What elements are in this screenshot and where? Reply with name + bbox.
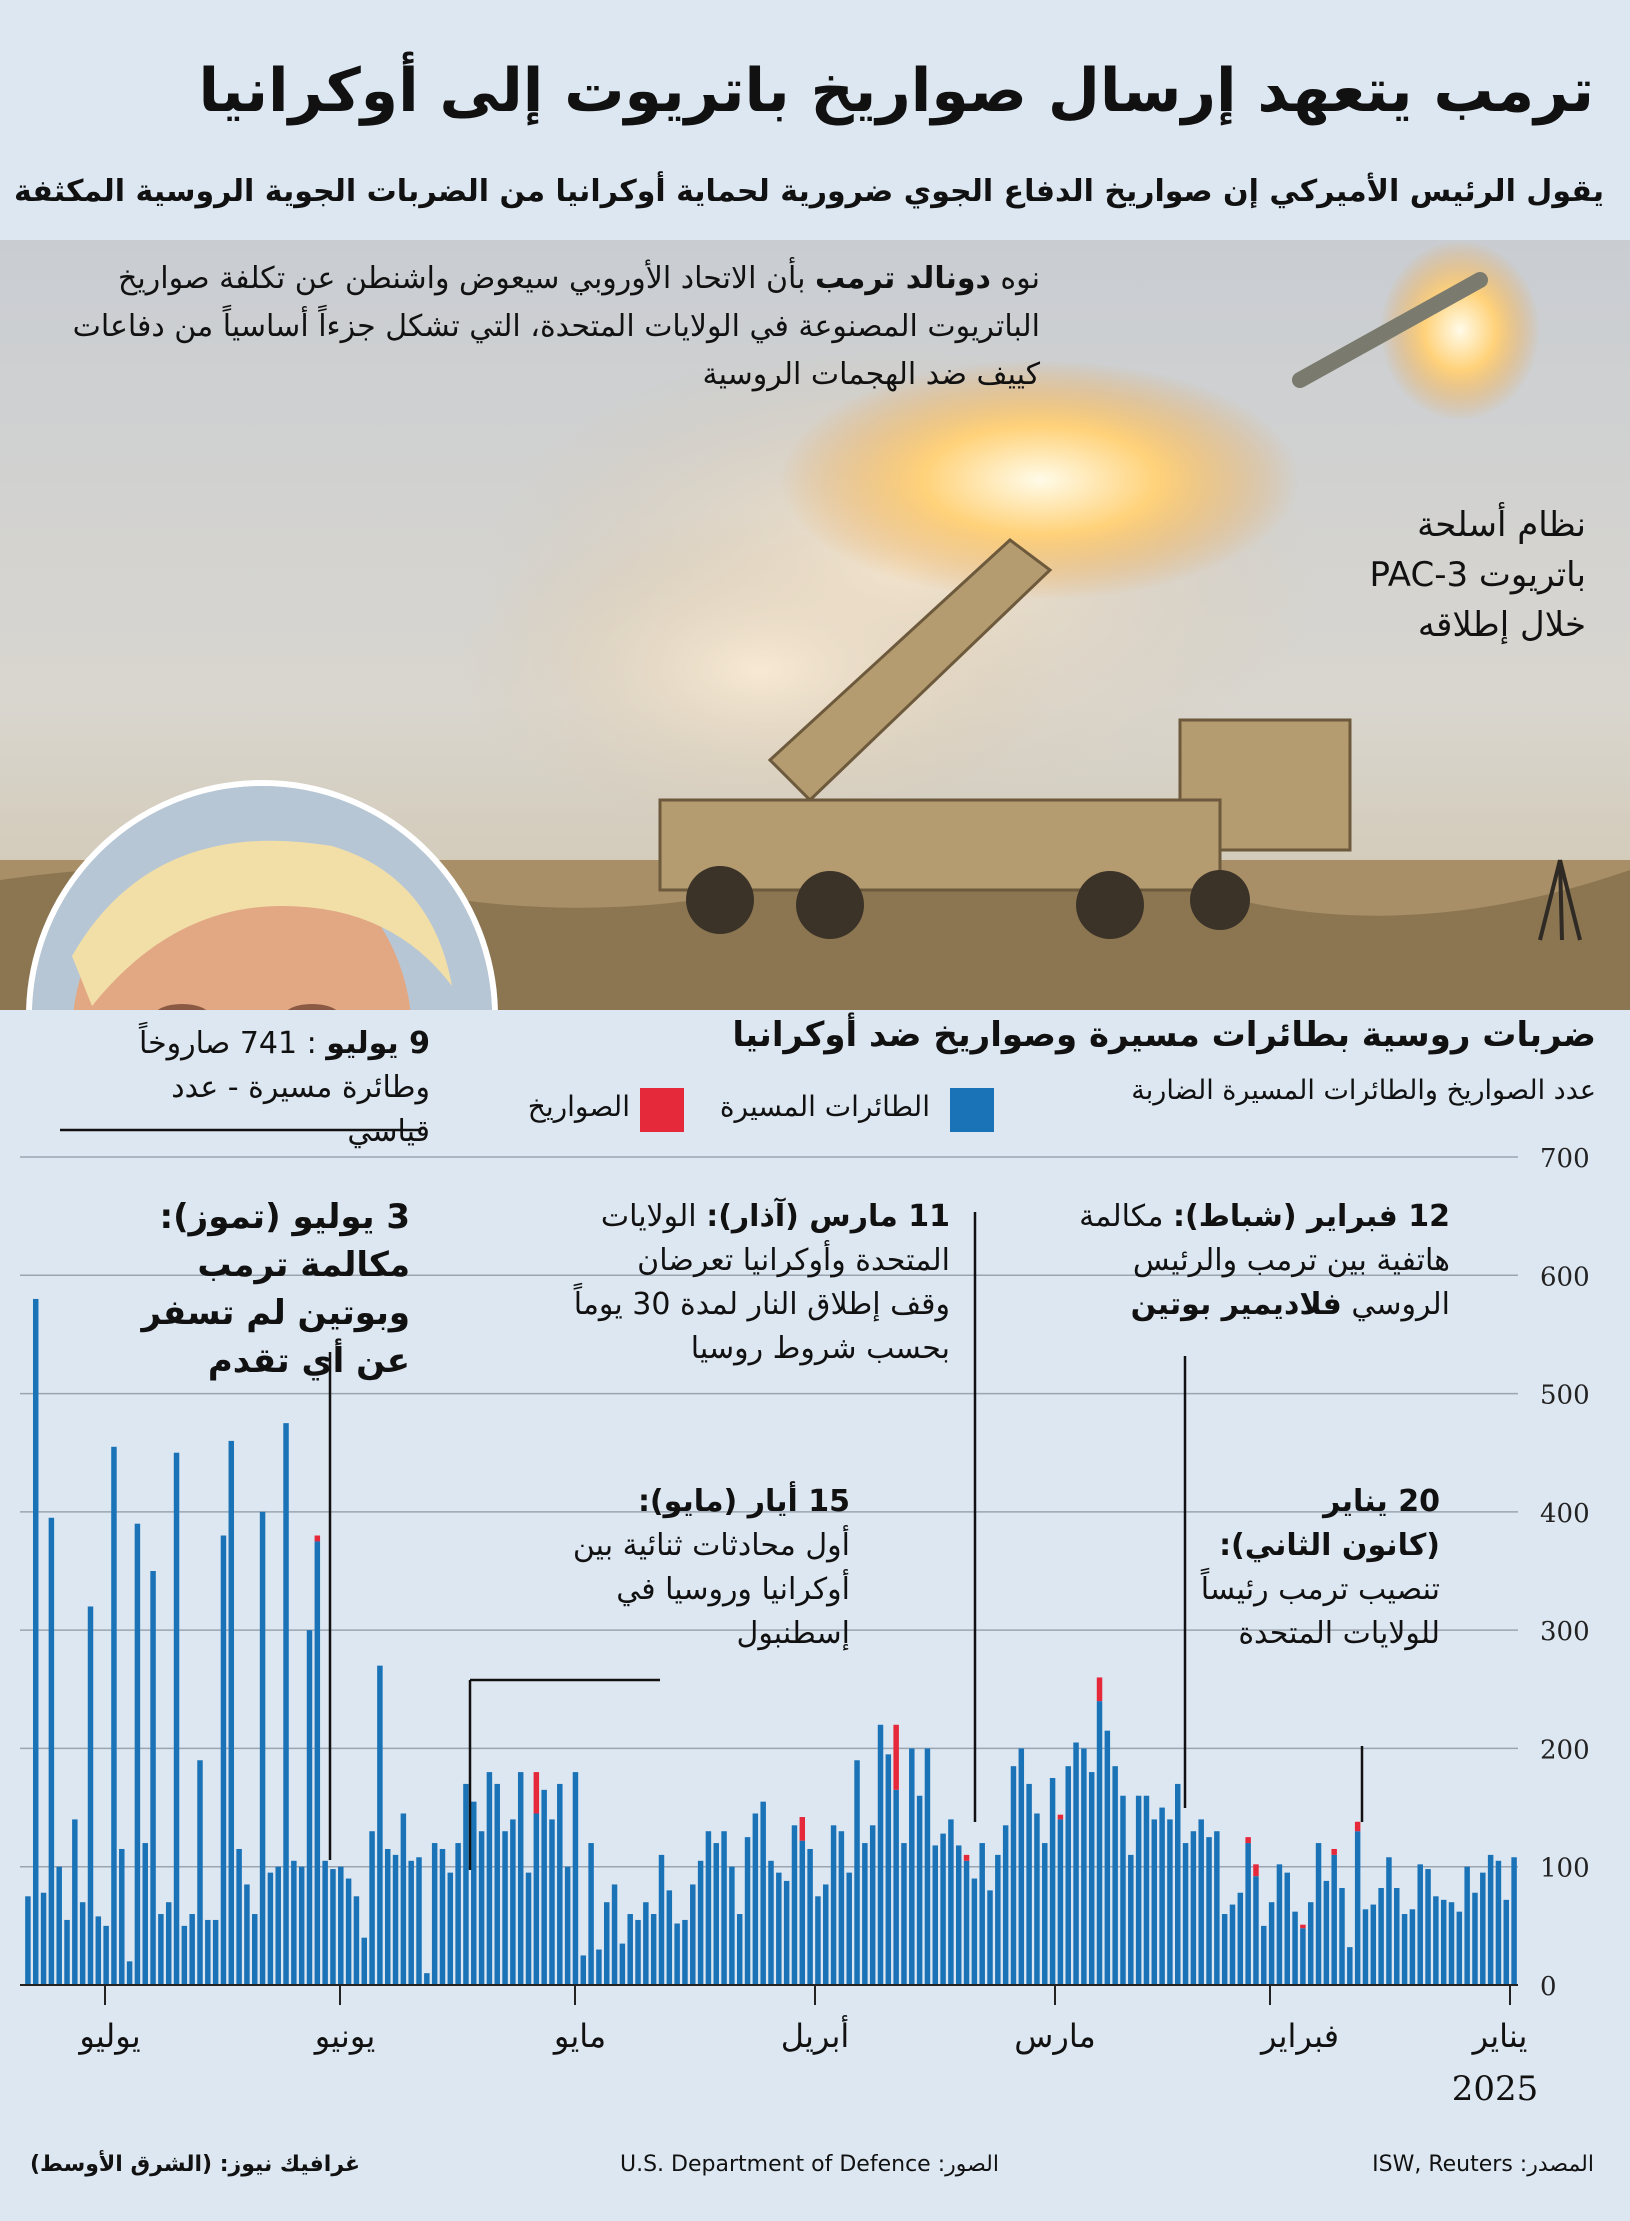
bar-drones: [846, 1873, 851, 1985]
bar-drones: [494, 1784, 499, 1985]
bar-drones: [1105, 1731, 1110, 1985]
bar-drones: [933, 1845, 938, 1985]
bar-drones: [346, 1879, 351, 1985]
annotation-jul-3: [80, 1193, 410, 1385]
bar-drones: [1425, 1869, 1430, 1985]
bar-drones: [635, 1920, 640, 1985]
annotation-jan-20-text: تنصيب ترمب رئيساً للولايات المتحدة: [1200, 1572, 1440, 1651]
bar-drones: [792, 1825, 797, 1985]
bar-drones: [1347, 1947, 1352, 1985]
bar-drones: [1042, 1843, 1047, 1985]
bar-drones: [1292, 1912, 1297, 1985]
bar-drones: [72, 1819, 77, 1985]
bar-drones: [158, 1914, 163, 1985]
bar-drones: [1371, 1905, 1376, 1985]
annotation-feb-12-text: مكالمة هاتفية بين ترمب والرئيس الروسي: [1079, 1199, 1450, 1322]
bar-drones: [1152, 1819, 1157, 1985]
bar-missiles: [893, 1725, 898, 1790]
bar-drones: [322, 1861, 327, 1985]
bar-drones: [1308, 1902, 1313, 1985]
bar-drones: [1378, 1888, 1383, 1985]
bar-drones: [690, 1884, 695, 1985]
headline: ترمب يتعهد إرسال صواريخ باتريوت إلى أوكرانيا: [198, 56, 1594, 126]
bar-drones: [1355, 1831, 1360, 1985]
bar-drones: [839, 1831, 844, 1985]
bar-drones: [1112, 1766, 1117, 1985]
subtitle: يقول الرئيس الأميركي إن صواريخ الدفاع الجوي ضرورية لحماية أوكرانيا من الضربات الجوية الروسية المكثفة: [13, 174, 1604, 209]
bar-drones: [221, 1536, 226, 1985]
bar-missiles: [1300, 1925, 1305, 1929]
bar-drones: [49, 1518, 54, 1985]
bar-drones: [127, 1961, 132, 1985]
bar-drones: [581, 1955, 586, 1985]
bar-drones: [643, 1902, 648, 1985]
bar-drones: [291, 1861, 296, 1985]
bar-missiles: [1253, 1864, 1258, 1876]
bar-drones: [651, 1914, 656, 1985]
bar-drones: [135, 1524, 140, 1985]
bar-drones: [236, 1849, 241, 1985]
bar-drones: [1457, 1912, 1462, 1985]
bar-drones: [111, 1447, 116, 1985]
bar-drones: [784, 1881, 789, 1985]
bar-missiles: [1331, 1849, 1336, 1855]
photo-caption-line-1: نظام أسلحة: [1417, 505, 1586, 545]
bar-drones: [56, 1867, 61, 1985]
intro-text: بأن الاتحاد الأوروبي سيعوض واشنطن عن تكلفة صواريخ الباتريوت المصنوعة في الولايات المتحدة، التي تشكل جزءاً أساسياً من دفاعات كييف ضد الهجمات الروسية: [72, 261, 1040, 392]
bar-drones: [96, 1916, 101, 1985]
bar-drones: [721, 1831, 726, 1985]
bar-drones: [987, 1890, 992, 1985]
y-tick-label: 600: [1540, 1262, 1590, 1293]
bar-missiles: [315, 1536, 320, 1542]
bar-drones: [862, 1843, 867, 1985]
bar-drones: [1449, 1902, 1454, 1985]
bar-drones: [940, 1834, 945, 1985]
bar-drones: [760, 1802, 765, 1985]
bar-drones: [1402, 1914, 1407, 1985]
bar-drones: [283, 1423, 288, 1985]
bar-drones: [471, 1802, 476, 1985]
y-tick-label: 400: [1540, 1498, 1590, 1529]
bar-missiles: [800, 1817, 805, 1841]
bar-drones: [549, 1819, 554, 1985]
bar-missiles: [964, 1855, 969, 1861]
bar-drones: [229, 1441, 234, 1985]
bar-drones: [1206, 1837, 1211, 1985]
bar-drones: [393, 1855, 398, 1985]
bar-drones: [878, 1725, 883, 1985]
bar-drones: [800, 1841, 805, 1985]
bar-drones: [854, 1760, 859, 1985]
bar-drones: [776, 1873, 781, 1985]
bar-drones: [979, 1843, 984, 1985]
bar-drones: [1331, 1855, 1336, 1985]
footer-source: المصدر: ISW, Reuters: [1372, 2152, 1594, 2177]
x-tick-label: يونيو: [314, 2017, 376, 2055]
intro-name: دونالد ترمب: [815, 261, 991, 296]
bar-drones: [1285, 1873, 1290, 1985]
bar-missiles: [1097, 1677, 1102, 1701]
bar-drones: [1496, 1861, 1501, 1985]
bar-drones: [1245, 1843, 1250, 1985]
bar-drones: [315, 1541, 320, 1985]
bar-drones: [1261, 1926, 1266, 1985]
x-tick-label: مايو: [553, 2017, 607, 2055]
bar-drones: [1441, 1900, 1446, 1985]
bar-drones: [1128, 1855, 1133, 1985]
bar-drones: [1050, 1778, 1055, 1985]
bar-drones: [674, 1923, 679, 1985]
bar-drones: [557, 1784, 562, 1985]
bar-drones: [815, 1896, 820, 1985]
x-tick-label: يوليو: [79, 2017, 141, 2055]
bar-drones: [1011, 1766, 1016, 1985]
bar-drones: [737, 1914, 742, 1985]
bar-drones: [682, 1920, 687, 1985]
bar-drones: [244, 1884, 249, 1985]
bar-drones: [667, 1890, 672, 1985]
trump-portrait: [26, 780, 498, 1010]
annotation-jan-20-date2: (كانون الثاني):: [1219, 1528, 1440, 1563]
bar-drones: [753, 1813, 758, 1985]
bar-drones: [166, 1902, 171, 1985]
y-tick-label: 700: [1540, 1144, 1590, 1174]
bar-drones: [604, 1902, 609, 1985]
annotation-feb-12-date: 12 فبراير (شباط):: [1173, 1199, 1450, 1234]
bar-drones: [1159, 1808, 1164, 1985]
bar-drones: [1511, 1857, 1516, 1985]
bar-drones: [1089, 1772, 1094, 1985]
bar-drones: [252, 1914, 257, 1985]
bar-drones: [659, 1855, 664, 1985]
bar-drones: [299, 1867, 304, 1985]
y-tick-label: 300: [1540, 1617, 1590, 1648]
annotation-jul-3-date: 3 يوليو (تموز):: [159, 1197, 410, 1237]
bar-drones: [510, 1819, 515, 1985]
year-label: 2025: [1451, 2069, 1539, 2109]
bar-drones: [565, 1867, 570, 1985]
legend-missiles-label: الصواريخ: [527, 1090, 630, 1123]
bar-drones: [1026, 1784, 1031, 1985]
bar-drones: [948, 1819, 953, 1985]
annotation-feb-12-bold: فلاديمير بوتين: [1130, 1287, 1342, 1322]
bar-drones: [408, 1861, 413, 1985]
bar-drones: [588, 1843, 593, 1985]
bar-drones: [385, 1849, 390, 1985]
bar-drones: [432, 1843, 437, 1985]
x-tick-label: مارس: [1014, 2017, 1096, 2055]
bar-drones: [518, 1772, 523, 1985]
photo-caption-line-3: خلال إطلاقه: [1417, 605, 1586, 645]
bar-drones: [260, 1512, 265, 1985]
footer-photos: الصور: U.S. Department of Defence: [620, 2152, 999, 2177]
photo-caption-line-2: باتريوت PAC-3: [1369, 555, 1586, 595]
bar-drones: [1073, 1743, 1078, 1985]
x-tick-label: أبريل: [780, 2017, 850, 2055]
bar-drones: [768, 1861, 773, 1985]
annotation-jan-20: [1160, 1480, 1440, 1656]
bar-drones: [1253, 1876, 1258, 1985]
bar-drones: [189, 1914, 194, 1985]
bar-drones: [1222, 1914, 1227, 1985]
bar-drones: [917, 1796, 922, 1985]
y-tick-label: 500: [1540, 1380, 1590, 1411]
bar-drones: [886, 1754, 891, 1985]
bar-drones: [479, 1831, 484, 1985]
bar-drones: [1230, 1905, 1235, 1985]
bar-drones: [502, 1831, 507, 1985]
bar-drones: [41, 1893, 46, 1985]
y-tick-label: 0: [1540, 1972, 1557, 2002]
bar-drones: [268, 1873, 273, 1985]
bar-missiles: [1245, 1837, 1250, 1843]
annotation-may-15: [550, 1480, 850, 1656]
bar-drones: [330, 1869, 335, 1985]
bar-drones: [573, 1772, 578, 1985]
bar-drones: [893, 1790, 898, 1985]
bar-drones: [823, 1884, 828, 1985]
bar-drones: [1480, 1873, 1485, 1985]
bar-drones: [213, 1920, 218, 1985]
bar-drones: [455, 1843, 460, 1985]
bar-drones: [964, 1861, 969, 1985]
annotation-jul-9: [90, 1022, 430, 1154]
bar-drones: [995, 1855, 1000, 1985]
bar-drones: [33, 1299, 38, 1985]
bar-drones: [1504, 1900, 1509, 1985]
bar-drones: [1316, 1843, 1321, 1985]
bar-drones: [440, 1849, 445, 1985]
bar-drones: [1144, 1796, 1149, 1985]
x-tick-label: فبراير: [1260, 2017, 1340, 2055]
bar-drones: [401, 1813, 406, 1985]
bar-drones: [150, 1571, 155, 1985]
chart-ylabel: عدد الصواريخ والطائرات المسيرة الضاربة: [1131, 1075, 1596, 1106]
bar-drones: [972, 1879, 977, 1985]
bar-drones: [706, 1831, 711, 1985]
footer-graphic: غرافيك نيوز: (الشرق الأوسط): [30, 2152, 361, 2177]
bar-drones: [870, 1825, 875, 1985]
bar-drones: [807, 1849, 812, 1985]
bar-drones: [541, 1790, 546, 1985]
bar-drones: [1464, 1867, 1469, 1985]
bar-drones: [620, 1944, 625, 1985]
bar-drones: [88, 1606, 93, 1985]
bar-drones: [1324, 1881, 1329, 1985]
bar-drones: [1019, 1748, 1024, 1985]
bar-drones: [1003, 1825, 1008, 1985]
bar-drones: [1238, 1893, 1243, 1985]
bar-drones: [1433, 1896, 1438, 1985]
bar-drones: [1183, 1843, 1188, 1985]
bar-drones: [526, 1873, 531, 1985]
bar-drones: [1081, 1748, 1086, 1985]
bar-drones: [1034, 1813, 1039, 1985]
y-tick-label: 100: [1540, 1853, 1590, 1884]
bar-drones: [463, 1784, 468, 1985]
chart-title: ضربات روسية بطائرات مسيرة وصواريخ ضد أوكرانيا: [732, 1015, 1596, 1055]
portrait-illustration: [32, 786, 492, 1010]
bar-drones: [377, 1666, 382, 1985]
bar-drones: [534, 1813, 539, 1985]
bar-missiles: [1058, 1815, 1063, 1820]
annotation-jul-9-date: 9 يوليو: [326, 1026, 430, 1061]
bar-drones: [448, 1873, 453, 1985]
x-tick-label: يناير: [1472, 2017, 1528, 2055]
bar-drones: [275, 1867, 280, 1985]
bar-drones: [1339, 1888, 1344, 1985]
bar-drones: [612, 1884, 617, 1985]
bar-drones: [80, 1902, 85, 1985]
bar-missiles: [1355, 1822, 1360, 1831]
bar-drones: [103, 1926, 108, 1985]
bar-drones: [627, 1914, 632, 1985]
intro-prefix: نوه: [990, 261, 1040, 296]
bar-drones: [197, 1760, 202, 1985]
bar-drones: [369, 1831, 374, 1985]
chart-axis: [20, 1985, 1538, 2109]
bar-drones: [1277, 1864, 1282, 1985]
bar-drones: [1410, 1909, 1415, 1985]
bar-drones: [714, 1843, 719, 1985]
bar-drones: [1097, 1701, 1102, 1985]
bar-drones: [901, 1843, 906, 1985]
bar-drones: [307, 1630, 312, 1985]
bar-drones: [1058, 1819, 1063, 1985]
bar-drones: [1300, 1928, 1305, 1985]
bar-drones: [416, 1857, 421, 1985]
bar-drones: [25, 1896, 30, 1985]
bar-drones: [745, 1837, 750, 1985]
bar-drones: [596, 1950, 601, 1985]
bar-drones: [1214, 1831, 1219, 1985]
intro-paragraph: [20, 255, 1040, 399]
annotation-mar-11-date: 11 مارس (آذار):: [706, 1199, 950, 1234]
bar-drones: [956, 1845, 961, 1985]
bar-drones: [1363, 1909, 1368, 1985]
bar-drones: [487, 1772, 492, 1985]
bar-missiles: [534, 1772, 539, 1813]
annotation-mar-11-text: الولايات المتحدة وأوكرانيا تعرضان وقف إطلاق النار لمدة 30 يوماً بحسب شروط روسيا: [573, 1199, 950, 1366]
bar-drones: [909, 1748, 914, 1985]
bar-drones: [182, 1926, 187, 1985]
annotation-jan-20-date: 20 يناير: [1323, 1484, 1440, 1519]
bar-drones: [205, 1920, 210, 1985]
bar-drones: [1167, 1819, 1172, 1985]
annotation-feb-12: [1050, 1195, 1450, 1327]
bar-drones: [1191, 1831, 1196, 1985]
bar-drones: [925, 1748, 930, 1985]
legend-drones-label: الطائرات المسيرة: [719, 1090, 930, 1123]
annotation-may-15-date: 15 أيار (مايو):: [637, 1484, 850, 1519]
annotation-may-15-text: أول محادثات ثنائية بين أوكرانيا وروسيا في إسطنبول: [572, 1528, 850, 1651]
bar-drones: [1488, 1855, 1493, 1985]
bar-drones: [1269, 1902, 1274, 1985]
bar-drones: [698, 1861, 703, 1985]
photo-caption: [1266, 500, 1586, 650]
y-tick-label: 200: [1540, 1735, 1590, 1766]
bar-drones: [338, 1867, 343, 1985]
bar-drones: [1136, 1796, 1141, 1985]
bar-drones: [424, 1973, 429, 1985]
bar-drones: [1175, 1784, 1180, 1985]
bar-drones: [729, 1867, 734, 1985]
bar-drones: [1417, 1864, 1422, 1985]
bar-drones: [64, 1920, 69, 1985]
bar-drones: [362, 1938, 367, 1985]
annotation-mar-11: [570, 1195, 950, 1371]
bar-drones: [1394, 1888, 1399, 1985]
bar-drones: [143, 1843, 148, 1985]
bar-drones: [831, 1825, 836, 1985]
annotation-jul-9-text: : 741 صاروخاً وطائرة مسيرة - عدد قياسي: [139, 1026, 430, 1149]
bar-drones: [1065, 1766, 1070, 1985]
bar-drones: [1386, 1857, 1391, 1985]
bar-drones: [174, 1453, 179, 1985]
bar-drones: [1120, 1796, 1125, 1985]
annotation-jul-3-text: مكالمة ترمب وبوتين لم تسفر عن أي تقدم: [141, 1245, 410, 1381]
bar-drones: [119, 1849, 124, 1985]
bar-drones: [1472, 1893, 1477, 1985]
bar-drones: [354, 1896, 359, 1985]
bar-drones: [1198, 1819, 1203, 1985]
